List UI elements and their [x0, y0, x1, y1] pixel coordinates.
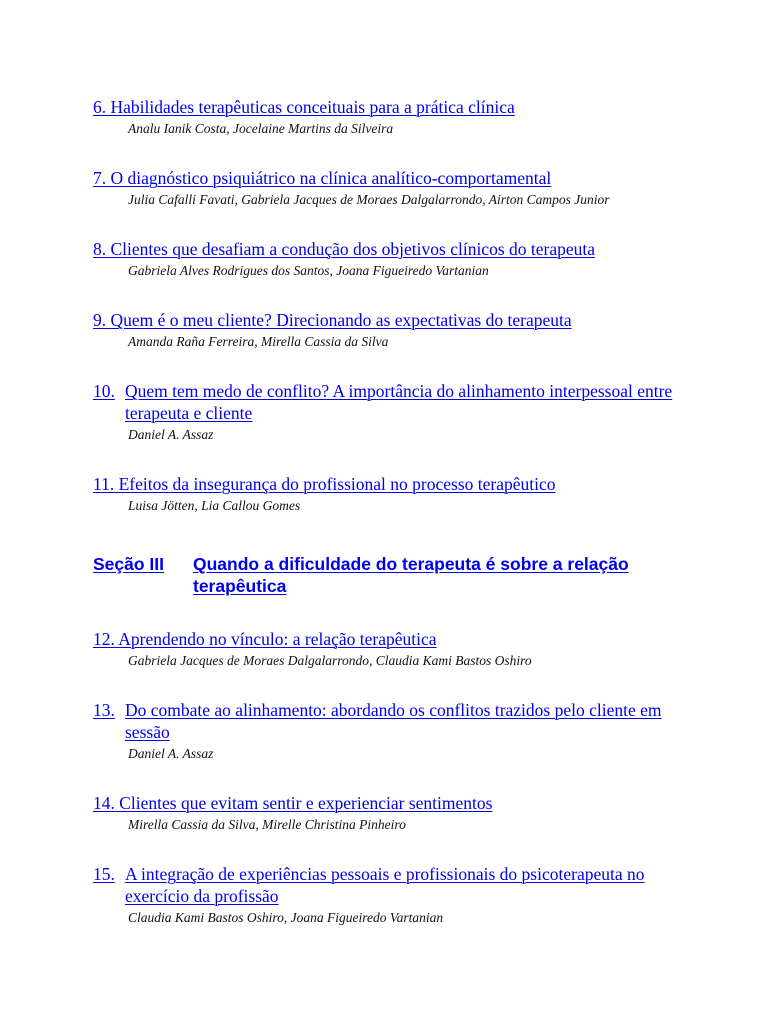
chapter-number: 9. [93, 310, 107, 330]
chapter-authors: Analu Ianik Costa, Jocelaine Martins da Silveira [128, 121, 394, 136]
chapter-number: 15. [93, 864, 115, 884]
toc-entry-7 [93, 167, 693, 209]
chapter-title: Aprendendo no vínculo: a relação terapêutica [118, 629, 437, 649]
chapter-link-15[interactable] [93, 863, 693, 907]
chapter-title: O diagnóstico psiquiátrico na clínica analítico-comportamental [110, 168, 552, 188]
chapter-link-9[interactable] [93, 309, 693, 331]
chapter-number: 12. [93, 629, 115, 649]
toc-entry-12 [93, 628, 693, 670]
chapter-authors: Gabriela Alves Rodrigues dos Santos, Joana Figueiredo Vartanian [128, 263, 489, 278]
chapter-authors: Amanda Raña Ferreira, Mirella Cassia da Silva [128, 334, 389, 349]
toc-entry-9 [93, 309, 693, 351]
chapter-authors: Julia Cafalli Favati, Gabriela Jacques de Moraes Dalgalarrondo, Airton Campos Junior [128, 192, 610, 207]
chapter-title: Clientes que evitam sentir e experienciar sentimentos [119, 793, 493, 813]
chapter-number: 11. [93, 474, 115, 494]
chapter-number: 14. [93, 793, 115, 813]
toc-entry-15 [93, 863, 693, 927]
chapter-title: Clientes que desafiam a condução dos objetivos clínicos do terapeuta [110, 239, 596, 259]
section-title: Quando a dificuldade do terapeuta é sobre a relação terapêutica [193, 554, 629, 596]
chapter-title: Quem tem medo de conflito? A importância do alinhamento interpessoal entre terapeuta e cliente [125, 381, 673, 423]
chapter-authors: Claudia Kami Bastos Oshiro, Joana Figueiredo Vartanian [128, 910, 444, 925]
chapter-title: Quem é o meu cliente? Direcionando as expectativas do terapeuta [110, 310, 572, 330]
toc-entry-11 [93, 473, 693, 515]
chapter-title: A integração de experiências pessoais e profissionais do psicoterapeuta no exercício da profissão [125, 864, 645, 906]
chapter-link-14[interactable] [93, 792, 693, 814]
chapter-number: 10. [93, 381, 115, 401]
chapter-number: 7. [93, 168, 107, 188]
chapter-authors: Daniel A. Assaz [128, 746, 214, 761]
toc-entry-14 [93, 792, 693, 834]
chapter-number: 8. [93, 239, 107, 259]
chapter-link-13[interactable] [93, 699, 693, 743]
chapter-number: 6. [93, 97, 107, 117]
toc-entry-13 [93, 699, 693, 763]
chapter-title: Do combate ao alinhamento: abordando os conflitos trazidos pelo cliente em sessão [125, 700, 662, 742]
chapter-authors: Gabriela Jacques de Moraes Dalgalarrondo, Claudia Kami Bastos Oshiro [128, 653, 532, 668]
toc-entry-10 [93, 380, 693, 444]
chapter-link-7[interactable] [93, 167, 693, 189]
chapter-link-11[interactable] [93, 473, 693, 495]
chapter-authors: Mirella Cassia da Silva, Mirelle Christina Pinheiro [128, 817, 406, 832]
chapter-title: Efeitos da insegurança do profissional no processo terapêutico [118, 474, 556, 494]
toc-entry-8 [93, 238, 693, 280]
section-heading-link[interactable] [93, 553, 693, 597]
section-label: Seção III [93, 554, 165, 574]
chapter-authors: Daniel A. Assaz [128, 427, 214, 442]
chapter-authors: Luisa Jötten, Lia Callou Gomes [128, 498, 301, 513]
toc-entry-6 [93, 96, 693, 138]
chapter-link-12[interactable] [93, 628, 693, 650]
chapter-link-8[interactable] [93, 238, 693, 260]
chapter-link-6[interactable] [93, 96, 693, 118]
chapter-title: Habilidades terapêuticas conceituais para a prática clínica [110, 97, 515, 117]
chapter-number: 13. [93, 700, 115, 720]
chapter-link-10[interactable] [93, 380, 693, 424]
